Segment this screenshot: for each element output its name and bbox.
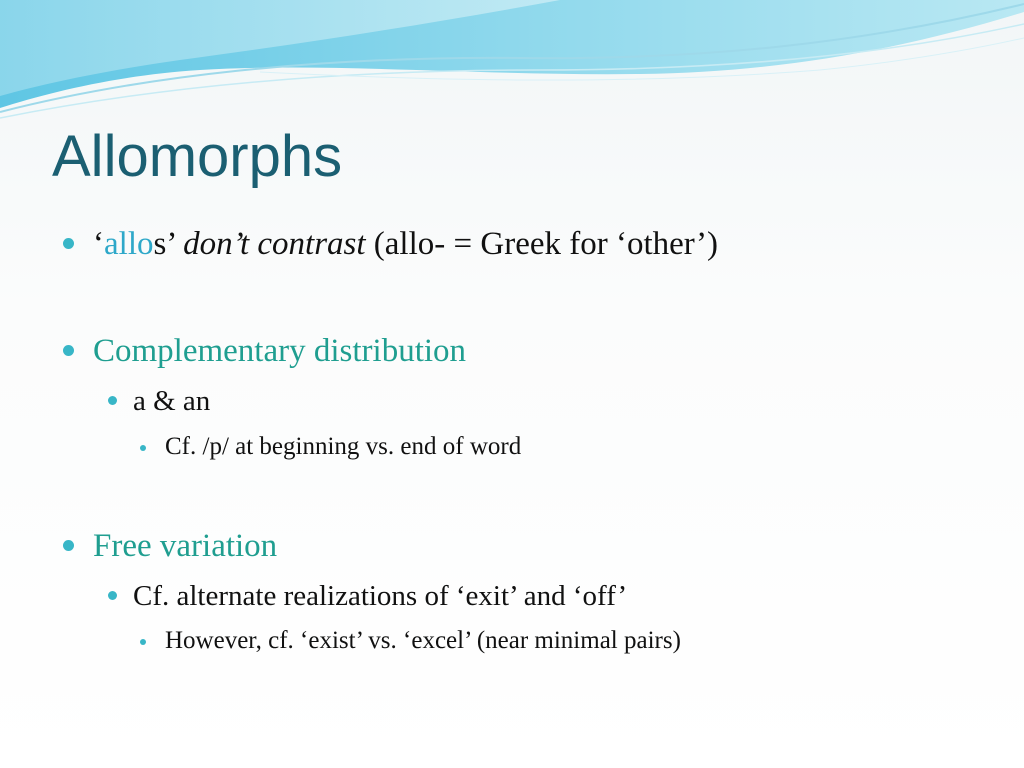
bullet-dot-icon xyxy=(63,345,74,356)
open-quote: ‘ xyxy=(93,226,104,262)
bullet-dot-icon xyxy=(108,591,117,600)
bullet-a-and-an xyxy=(133,383,210,419)
bullet-allos-dont-contrast xyxy=(93,224,718,264)
bullet-free-variation xyxy=(93,526,277,566)
bullet-text: However, cf. ‘exist’ vs. ‘excel’ (near minimal pairs) xyxy=(165,627,681,654)
bullet-text: Cf. alternate realizations of ‘exit’ and ‘off’ xyxy=(133,580,628,612)
bullet-complementary-distribution xyxy=(93,331,466,371)
bullet-dot-icon xyxy=(63,238,74,249)
bullet-text: Complementary distribution xyxy=(93,333,467,369)
dont-contrast-italic: don’t contrast xyxy=(183,226,366,262)
bullet-dot-icon xyxy=(108,396,117,405)
bullet-dot-icon xyxy=(140,445,146,451)
bullet-cf-p xyxy=(165,432,521,462)
bullet-near-minimal-pairs xyxy=(165,626,681,656)
decorative-wave-header xyxy=(0,0,1024,130)
greek-note: (allo- = Greek for ‘other’) xyxy=(373,226,718,262)
allo-highlight: allo xyxy=(104,226,154,262)
bullet-text: Cf. /p/ at beginning vs. end of word xyxy=(165,433,522,460)
bullet-dot-icon xyxy=(63,540,74,551)
bullet-dot-icon xyxy=(140,639,146,645)
bullet-text: a & an xyxy=(133,385,211,417)
bullet-alternate-realizations xyxy=(133,578,627,614)
s-quote: s’ xyxy=(153,226,175,262)
bullet-text: Free variation xyxy=(93,528,278,564)
slide-title: Allomorphs xyxy=(52,124,343,189)
